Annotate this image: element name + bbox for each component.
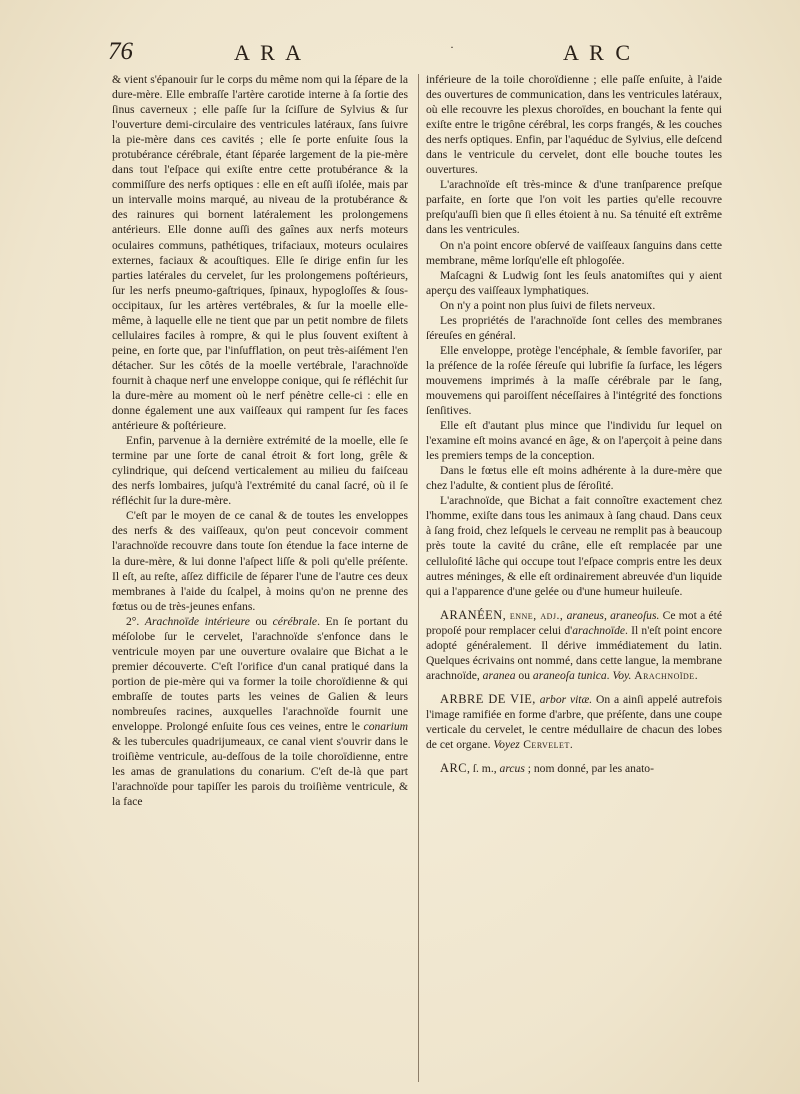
section-term: Arachnoïde intérieure [144, 614, 250, 628]
paragraph: Les propriétés de l'arachnoïde ſont celles des membranes ſéreuſes en général. [426, 313, 722, 342]
paragraph: L'arachnoïde, que Bichat a fait connoître exactement chez l'homme, exiſte dans tous les animaux à ſang chaud. Dans ceux à ſang froid, chez leſquels le cerveau ne remplit pas à beaucoup près toute la cavité du crâne, elle eſt remplacée par une celluloſité lâche qui occupe tout l'eſpace compris entre les deux autres méninges, & elle eſt ordinairement abreuvée d'un liquide qui a l'apparence d'une gelée ou d'une humeur huileuſe. [426, 494, 722, 598]
paragraph: Enfin, parvenue à la dernière extrémité de la moelle, elle ſe termine par une ſorte de canal étroit & fort long, grêle & cylindrique, qui deſcend verticalement au milieu du faiſceau des nerfs lombaires, juſqu'à l'extrémité du canal ſacré, où il ſe réfléchit ſur la dure-mère. [112, 434, 408, 508]
entry-connector: ou [515, 668, 533, 682]
running-header [108, 38, 712, 72]
right-running-title: A R C [563, 40, 634, 65]
header-dot: · [450, 40, 457, 54]
entry-text: On a ainſi appelé autrefois l'image ramifiée en forme d'arbre, que préſente, dans une coupe verticale du cervelet, le centre médullaire de chacun des lobes de cet organe. [426, 692, 722, 752]
column-divider [418, 74, 419, 1082]
cross-reference: Arachnoïde. [631, 668, 699, 682]
page-number: 76 [108, 38, 133, 65]
paragraph: & vient s'épanouir ſur le corps du même nom qui la ſépare de la dure-mère. Elle embraſſe l'artère carotide interne à ſa ſortie des ſinus caverneux ; elle paſſe ſur la ſciſſure de Sylvius & ſur l'ouverture demi-circulaire des ventricules latéraux, ſans ſuivre la pie-mère dans ces cavités ; elle ſe porte enſuite ſous la protubérance cérébrale, étant ſéparée largement de la pie-mère dans tout l'eſpace qui exiſte entre cette protubérance & la commiſſure des nerfs optiques : elle en eſt auſſi iſolée, mais par un intervalle moins marqué, au niveau de la protubérance & des rainures qui bornent latéralement les prolongemens antérieurs. Elle donne auſſi des gaînes aux nerfs moteurs oculaires communs, pathétiques, trifaciaux, moteurs oculaires externes, faciaux & acouſtiques. Elle ſe dirige enfin ſur les parties latérales du cervelet, ſur les prolongemens poſtérieurs, ſur les nerfs pneumo-gaſtriques, ſpinaux, hypogloſſes & ſous-occipitaux, ſur les artères vertébrales, & ſur la moelle elle-même, à laquelle elle ne tient que par un petit nombre de filets cellulaires faciles à rompre, & qui le plus ſouvent exiſtent à peine, en ſorte que, par l'inſufflation, on peut très-aiſément l'en détacher. Sur les côtés de la moelle vertébrale, l'arachnoïde fournit à chaque nerf une enveloppe conique, qui ſe réfléchit ſur la dure-mère au moment où le nerf pénètre celle-ci : elle en donne également une aux vaiſſeaux qui rampent ſur ſes faces antérieure & poſtérieure. [112, 73, 408, 433]
paragraph: Dans le fœtus elle eſt moins adhérente à la dure-mère que chez l'adulte, & contient plus de ſéroſité. [426, 464, 722, 493]
section-paragraph [112, 614, 408, 810]
section-term: cérébrale [272, 614, 318, 628]
cross-reference: Cervelet. [519, 738, 574, 752]
entry-araneen [426, 608, 722, 683]
right-column [426, 72, 722, 776]
entry-arc [426, 761, 722, 776]
entry-text: . Il n'eſt point encore adopté généralement. Il dérive immédiatement du latin. Quelques écrivains ont nommé, dans cette langue, la membrane arachnoïde, [426, 623, 722, 682]
entry-grammar: , enne, adj., [502, 608, 564, 622]
section-term: conarium [363, 720, 408, 734]
entry-latin: araneus, araneoſus. [563, 608, 660, 622]
see-reference: Voyez [493, 738, 520, 752]
paragraph: Elle enveloppe, protège l'encéphale, & ſemble favoriſer, par la préſence de la roſée ſéreuſe qui lubrifie ſa ſurface, les légers mouvemens imprimés à la maſſe cérébrale par le ſang, mouvemens qui paroiſſent néceſſaires à l'intégrité des fonctions ſenſitives. [426, 343, 722, 418]
entry-headword: ARANÉEN [440, 607, 503, 622]
entry-text: Ce mot a été propoſé pour remplacer celui d' [426, 608, 723, 637]
entry-term: araneoſa tunica [532, 668, 607, 682]
entry-latin: arcus [499, 762, 525, 776]
paragraph: Maſcagni & Ludwig ſont les ſeuls anatomiſtes qui y aient aperçu des vaiſſeaux lymphatiques. [426, 268, 722, 297]
entry-headword: ARC [440, 761, 467, 776]
entry-latin: arbor vitæ. [535, 692, 593, 706]
left-running-title: A R A [234, 40, 305, 65]
paragraph: L'arachnoïde eſt très-mince & d'une tranſparence preſque parfaite, en ſorte que l'on voit les parties qu'elle recouvre preſqu'auſſi bien que ſi elles étoient à nu. Sa ténuité eſt extrême dans les ventricules. [426, 178, 722, 237]
paragraph: inférieure de la toile choroïdienne ; elle paſſe enſuite, à l'aide des ouvertures de communication, dans les ventricules latéraux, où elle recouvre les plexus choroïdes, en bouchant la fente qui exiſte entre le trigône cérébral, les corps frangés, & les couches des nerfs optiques. Enfin, par l'aquéduc de Sylvius, elle deſcend dans le ventricule du cervelet, dont elle bouche toutes les ouvertures. [426, 73, 722, 177]
paragraph: Elle eſt d'autant plus mince que l'individu ſur lequel on l'examine eſt moins avancé en âge, & on l'aperçoit à peine dans les premiers temps de la conception. [426, 419, 722, 463]
entry-text: . [606, 668, 613, 682]
section-text: & les tubercules quadrijumeaux, ce canal vient s'ouvrir dans le troiſième ventricule, au-deſſous de la toile choroïdienne, entre les amas de granulations du conarium. C'eſt de-là que part l'arachnoïde pour tapiſſer les parois du troiſième ventricule, & la face [112, 735, 408, 809]
paragraph: C'eſt par le moyen de ce canal & de toutes les enveloppes des nerfs & des vaiſſeaux, qu'on peut concevoir comment l'arachnoïde recouvre dans toute ſon étendue la face interne de la dure-mère, & lui donne l'aſpect liſſe & poli qu'elle préſente. Il eſt, au reſte, aſſez difficile de ſéparer l'une de l'autre ces deux membranes à l'aide du ſcalpel, à moins qu'on ne prenne des fœtus ou de très-jeunes enfans. [112, 509, 408, 613]
section-text: . En ſe portant du méſolobe ſur le cervelet, l'arachnoïde s'enfonce dans le ventricule moyen par une ouverture ovalaire que Bichat a le premier découverte. C'eſt l'orifice d'un canal pratiqué dans la portion de pie-mère qui va former la toile choroïdienne & qui embraſſe de toutes parts les veines de Galien & leurs nombreuſes racines, auxquelles l'arachnoïde fournit une enveloppe. Prolongé enſuite ſous ces veines, entre le [112, 614, 409, 734]
entry-text: , ſ. m., [466, 762, 500, 776]
left-column [112, 72, 408, 809]
paragraph: On n'y a point non plus ſuivi de filets nerveux. [440, 298, 656, 312]
entry-headword: ARBRE DE VIE, [440, 691, 536, 706]
paragraph: On n'a point encore obſervé de vaiſſeaux ſanguins dans cette membrane, même lorſqu'elle eſt phlogoſée. [426, 238, 722, 267]
see-reference: Voy. [612, 668, 632, 682]
section-number: 2°. [126, 614, 145, 628]
section-connector: ou [249, 614, 273, 628]
entry-arbre-de-vie [426, 692, 722, 752]
entry-text: ; nom donné, par les anato- [524, 762, 654, 776]
entry-term: arachnoïde [572, 623, 626, 637]
entry-term: aranea [482, 668, 516, 682]
